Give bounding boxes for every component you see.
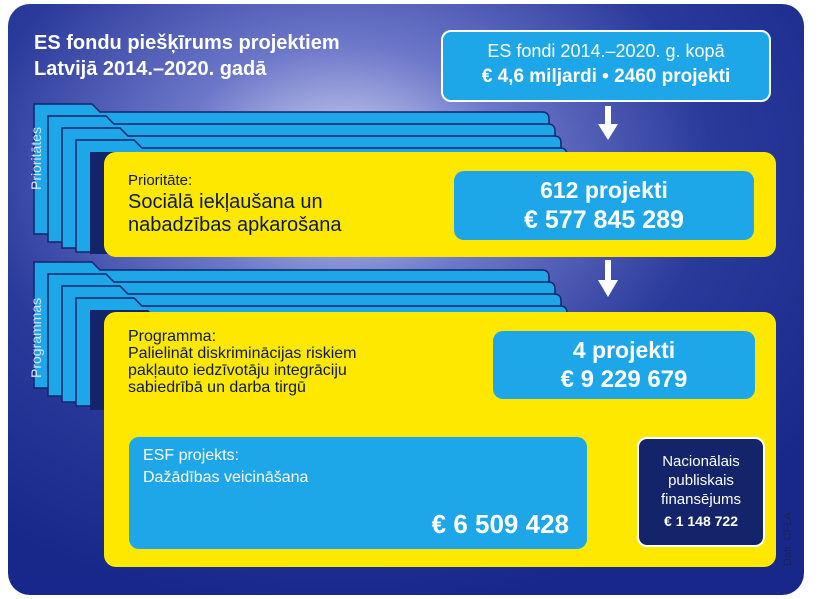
source-credit: Dati: CFLA bbox=[782, 512, 794, 566]
project-box bbox=[129, 437, 587, 549]
side-label-programs: Programmas bbox=[28, 297, 44, 378]
priority-kicker: Prioritāte: bbox=[128, 172, 193, 189]
program-name-line-3: sabiedrībā un darba tirgū bbox=[128, 379, 306, 396]
program-value-box bbox=[493, 331, 755, 399]
program-projects: 4 projekti bbox=[572, 337, 676, 363]
program-name-line-1: Palielināt diskriminācijas riskiem bbox=[128, 345, 357, 362]
national-amount: € 1 148 722 bbox=[664, 513, 738, 529]
national-line-1: Nacionālais bbox=[662, 453, 740, 470]
priority-text bbox=[128, 172, 342, 237]
national-funding-box bbox=[637, 437, 765, 547]
project-name: Dažādības veicināšana bbox=[143, 469, 309, 486]
priority-value-box bbox=[454, 171, 754, 240]
program-name-line-2: pakļauto iedzīvotāju integrāciju bbox=[128, 362, 347, 379]
title-line-1: ES fondu piešķīrums projektiem bbox=[34, 32, 340, 54]
priority-name-line-2: nabadzības apkarošana bbox=[128, 214, 342, 236]
page-title bbox=[34, 30, 434, 82]
title-line-2: Latvijā 2014.–2020. gadā bbox=[34, 58, 267, 80]
total-funds-box bbox=[441, 30, 771, 102]
priority-name-line-1: Sociālā iekļaušana un bbox=[128, 191, 323, 213]
project-kicker: ESF projekts: bbox=[143, 447, 240, 464]
program-kicker: Programma: bbox=[128, 328, 217, 345]
project-amount: € 6 509 428 bbox=[431, 509, 569, 539]
priority-amount: € 577 845 289 bbox=[524, 206, 684, 234]
program-text bbox=[128, 328, 357, 396]
total-funds-value: € 4,6 miljardi • 2460 projekti bbox=[481, 66, 731, 87]
program-amount: € 9 229 679 bbox=[560, 366, 688, 393]
national-line-2: publiskais bbox=[668, 472, 734, 489]
priority-projects: 612 projekti bbox=[540, 177, 668, 203]
total-funds-label: ES fondi 2014.–2020. g. kopā bbox=[487, 41, 725, 61]
national-line-3: finansējums bbox=[660, 491, 742, 508]
side-label-priorities: Prioritātes bbox=[28, 126, 44, 190]
